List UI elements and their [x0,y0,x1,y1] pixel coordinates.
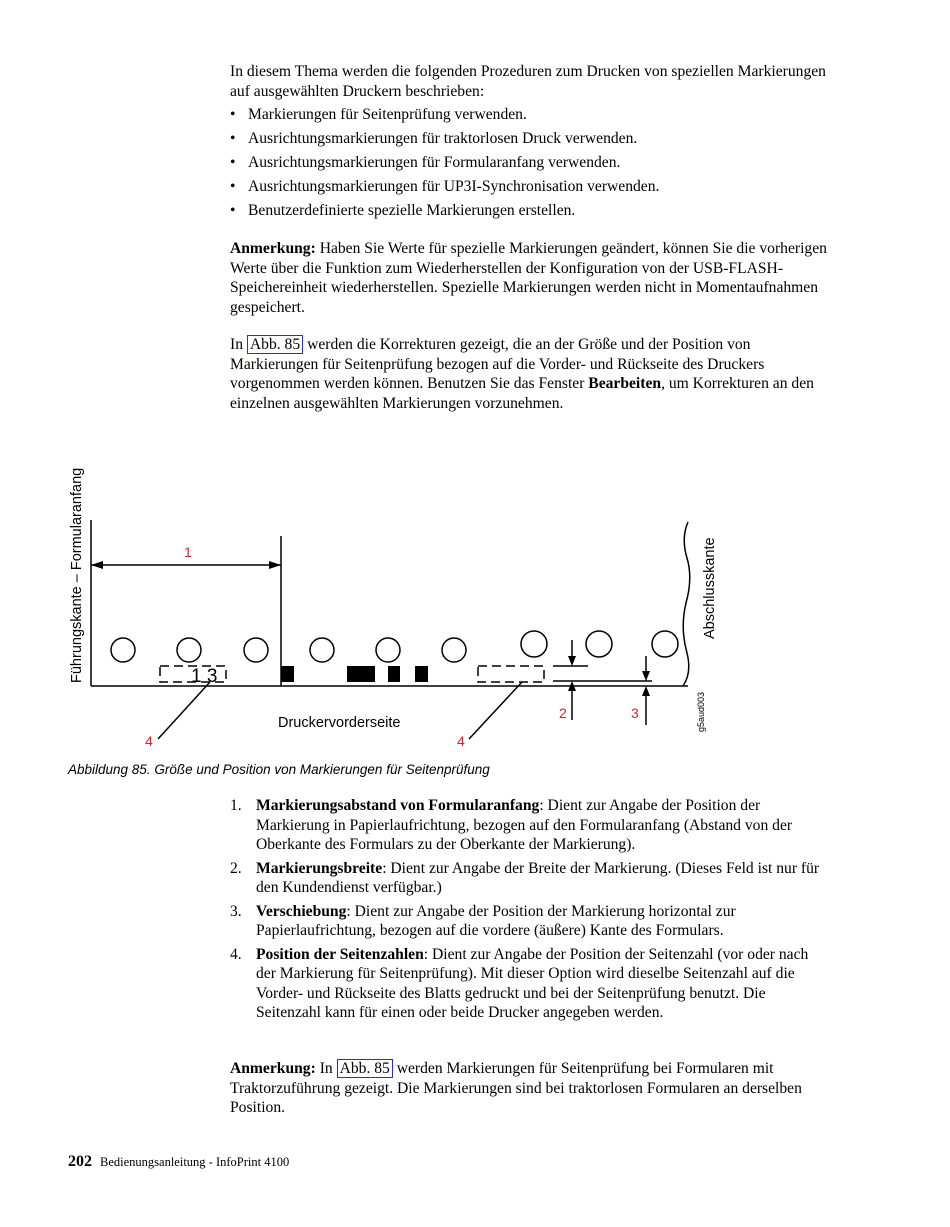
intro-paragraph: In diesem Thema werden die folgenden Prozeduren zum Drucken von speziellen Markierungen auf ausgewählten Druckern beschrieben: [230,63,826,100]
leading-edge-label: Führungskante – Formularanfang [69,467,85,683]
check-mark [281,666,294,682]
item-term: Verschiebung [256,902,347,920]
item-number: 2. [230,859,242,877]
item-term: Markierungsbreite [256,859,383,877]
callout-1: 1 [184,544,192,560]
note-2 [230,1059,830,1118]
callout-2: 2 [559,705,567,721]
document-title: Bedienungsanleitung - InfoPrint 4100 [100,1155,290,1169]
tractor-hole [244,638,268,662]
para-text: werden die Korrekturen gezeigt, die an der Größe und der Position von Markierungen für Seitenprüfung bezogen auf die Vorder- und Rückseite des Druckers vorgenommen werden können. Benutzen Sie das Fenster [230,336,765,392]
tractor-hole [310,638,334,662]
arrowhead [642,686,650,696]
list-item: • Ausrichtungsmarkierungen für traktorlosen Druck verwenden. [230,129,830,149]
check-mark-figure [60,428,740,748]
item-term: Markierungsabstand von Formularanfang [256,797,540,814]
list-item [230,902,830,941]
bold-term: Bearbeiten [588,375,662,392]
front-side-label: Druckervorderseite [278,715,401,731]
list-item: • Markierungen für Seitenprüfung verwenden. [230,105,830,125]
list-item [230,859,830,898]
arrowhead [269,561,281,569]
callout-4-leader [469,682,522,739]
item-number: 1. [230,797,242,814]
tractor-hole [111,638,135,662]
arrowhead [91,561,103,569]
item-text: : Dient zur Angabe der Breite der Markierung. (Dieses Feld ist nur für den Kundendienst verfügbar.) [256,859,820,896]
check-mark [388,666,400,682]
para-text: , um Korrekturen an den einzelnen ausgewählten Markierungen vorzunehmen. [230,375,814,412]
note-label: Anmerkung: [230,1060,316,1077]
page-footer [68,1153,289,1171]
check-mark [347,666,375,682]
list-item [230,796,830,855]
list-item: • Ausrichtungsmarkierungen für UP3I-Synchronisation verwenden. [230,177,830,197]
check-mark [415,666,428,682]
page-number-box [478,666,544,682]
note-label: Anmerkung: [230,240,316,257]
trailing-edge-label: Abschlusskante [702,537,718,639]
arrowhead [642,671,650,681]
figure-caption: Abbildung 85. Größe und Position von Markierungen für Seitenprüfung [68,762,490,777]
item-term: Position der Seitenzahlen [256,945,424,963]
callout-descriptions [230,796,830,1027]
tractor-hole [376,638,400,662]
tractor-hole [586,631,612,657]
item-text: : Dient zur Angabe der Position der Seitenzahl (vor oder nach der Markierung für Seitenprüfung). Mit dieser Option wird dieselbe Seitenzahl auf die Vorder- und Rückseite des Blatts gedruckt und bei der Seitenprüfung benutzt. Die Seitenzahl kann für einen oder beide Drucker angegeben werden. [256,945,809,1021]
note-text: werden Markierungen für Seitenprüfung bei Formularen mit Traktorzuführung gezeigt. Die Markierungen sind bei traktorlosen Formularen an derselben Position. [230,1060,802,1116]
trailing-edge-wave [683,522,690,686]
tractor-hole [652,631,678,657]
callout-3: 3 [631,705,639,721]
figure-intro-paragraph [230,335,830,413]
page-number-digits: 1 3 [191,666,218,687]
figure-link[interactable]: Abb. 85 [337,1059,393,1078]
page-number: 202 [68,1153,92,1170]
callout-4: 4 [145,733,153,748]
callout-4-leader [158,682,210,739]
list-item [230,945,830,1023]
procedure-list [230,105,830,221]
callout-4: 4 [457,733,465,748]
list-item: • Benutzerdefinierte spezielle Markierungen erstellen. [230,201,830,221]
figure-code: g5aud003 [696,691,706,732]
tractor-hole [521,631,547,657]
note-1 [230,239,830,317]
figure-link[interactable]: Abb. 85 [247,335,303,354]
para-text: In [230,336,243,353]
arrowhead [568,656,576,666]
numbered-list [230,796,830,1023]
note-text: In [319,1060,333,1077]
tractor-hole [442,638,466,662]
item-text: : Dient zur Angabe der Position der Markierung in Papierlaufrichtung, bezogen auf den Formularanfang (Abstand von der Oberkante des Formulars zu der Oberkante der Markierung). [256,797,793,853]
item-number: 4. [230,945,242,963]
item-number: 3. [230,902,242,920]
tractor-hole [177,638,201,662]
note-text: Haben Sie Werte für spezielle Markierungen geändert, können Sie die vorherigen Werte über die Funktion zum Wiederherstellen der Konfiguration von der USB-FLASH-Speichereinheit wiederherstellen. Spezielle Markierungen werden nicht in Momentaufnahmen gespeichert. [230,240,827,316]
list-item: • Ausrichtungsmarkierungen für Formularanfang verwenden. [230,153,830,173]
intro-section [230,62,830,225]
item-text: : Dient zur Angabe der Position der Markierung horizontal zur Papierlaufrichtung, bezogen auf die vordere (äußere) Kante des Formulars. [256,902,736,939]
